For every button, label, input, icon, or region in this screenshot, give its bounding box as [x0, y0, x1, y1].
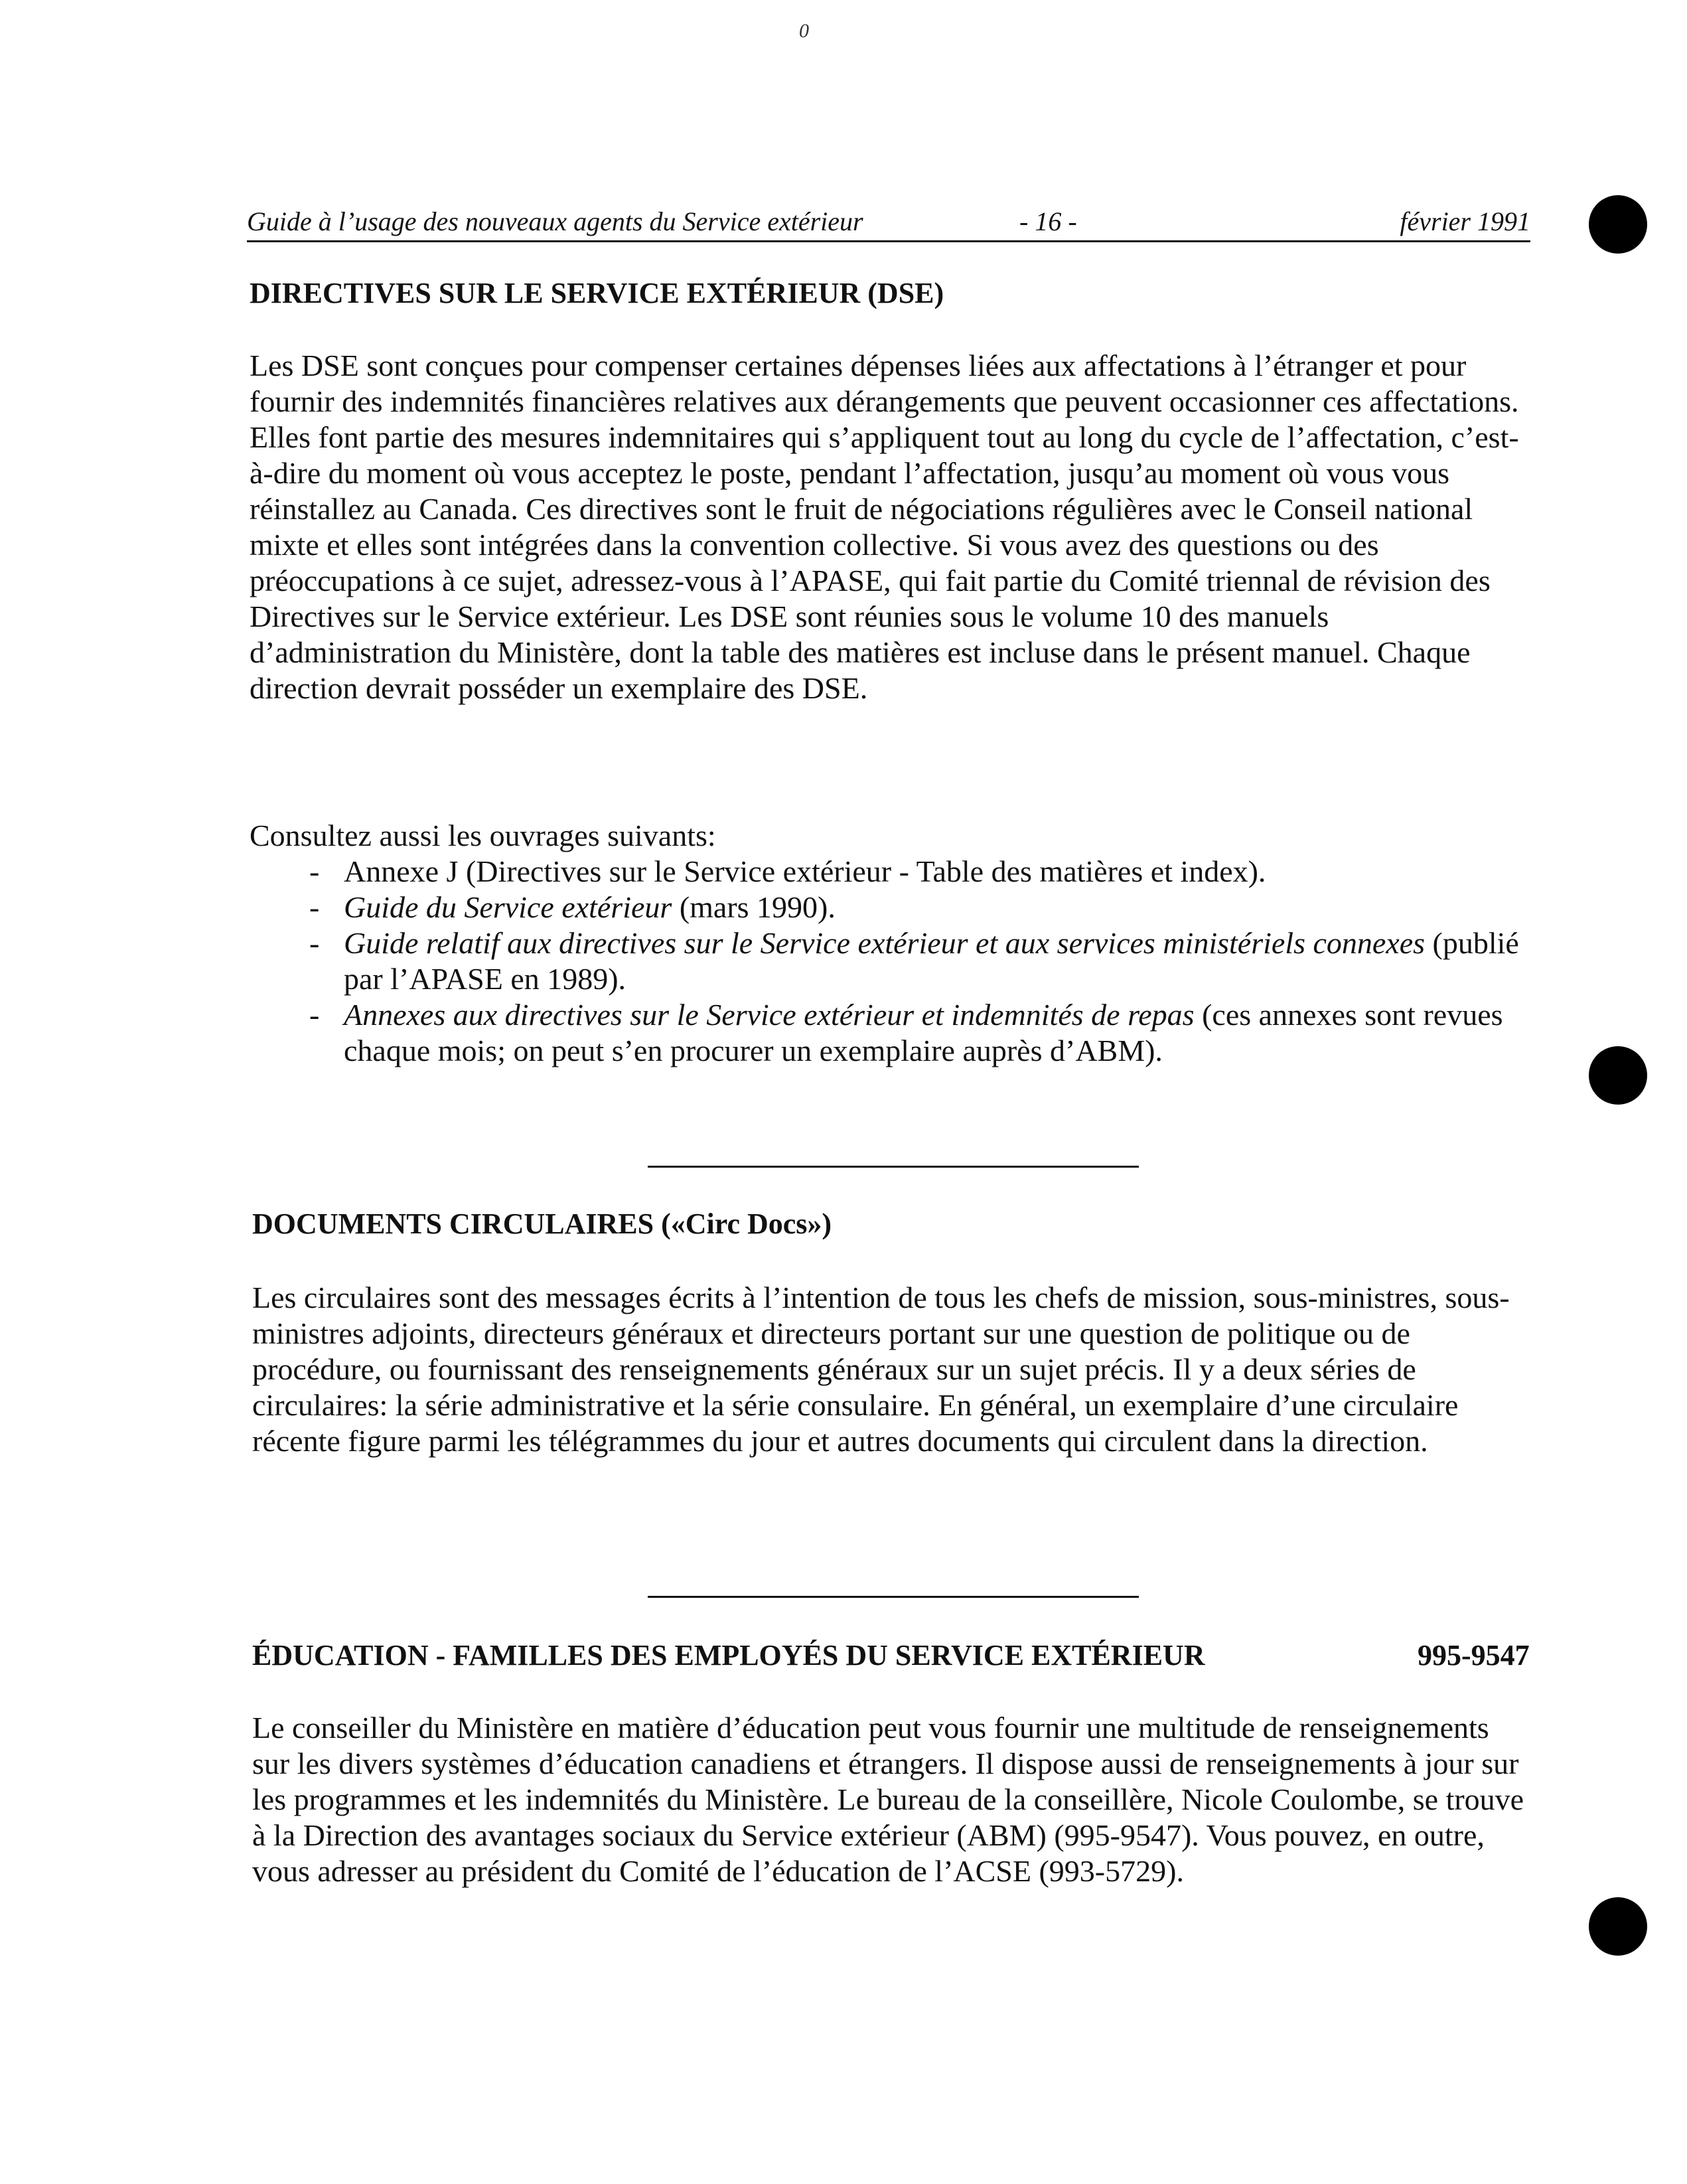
section-divider: [648, 1166, 1139, 1168]
page-mark: 0: [799, 20, 809, 42]
list-item: - Guide relatif aux directives sur le Service extérieur et aux services ministériels connexes (publié par l’APASE en 1989).: [309, 926, 1519, 996]
running-header: [247, 203, 1530, 242]
section-heading-education: ÉDUCATION - FAMILLES DES EMPLOYÉS DU SERVICE EXTÉRIEUR: [252, 1639, 1205, 1672]
section-heading-dse: DIRECTIVES SUR LE SERVICE EXTÉRIEUR (DSE): [250, 277, 944, 309]
header-title: Guide à l’usage des nouveaux agents du Service extérieur: [247, 206, 863, 236]
see-also-label: Consultez aussi les ouvrages suivants:: [250, 819, 716, 852]
see-also-list: [309, 854, 1530, 1069]
header-page-number: - 16 -: [1019, 206, 1077, 236]
list-item: - Annexes aux directives sur le Service extérieur et indemnités de repas (ces annexes sont revues chaque mois; on peut s’en procurer un exemplaire auprès d’ABM).: [309, 998, 1503, 1067]
binder-hole: [1589, 1046, 1647, 1105]
binder-hole: [1589, 195, 1647, 254]
section-body-education: Le conseiller du Ministère en matière d’éducation peut vous fournir une multitude de renseignements sur les divers systèmes d’éducation canadiens et étrangers. Il dispose aussi de renseignements à jour sur les programmes et les indemnités du Ministère. Le bureau de la conseillère, Nicole Coulombe, se trouve à la Direction des avantages sociaux du Service extérieur (ABM) (995-9547). Vous pouvez, en outre, vous adresser au président du Comité de l’éducation de l’ACSE (993-5729).: [252, 1711, 1524, 1888]
section-body-dse: Les DSE sont conçues pour compenser certaines dépenses liées aux affectations à l’étranger et pour fournir des indemnités financières relatives aux dérangements que peuvent occasionner ces affectations. Elles font partie des mesures indemnitaires qui s’appliquent tout au long du cycle de l’affectation, c’est-à-dire du moment où vous acceptez le poste, pendant l’affectation, jusqu’au moment où vous vous réinstallez au Canada. Ces directives sont le fruit de négociations régulières avec le Conseil national mixte et elles sont intégrées dans la convention collective. Si vous avez des questions ou des préoccupations à ce sujet, adressez-vous à l’APASE, qui fait partie du Comité triennal de révision des Directives sur le Service extérieur. Les DSE sont réunies sous le volume 10 des manuels d’administration du Ministère, dont la table des matières est incluse dans le présent manuel. Chaque direction devrait posséder un exemplaire des DSE.: [250, 349, 1519, 705]
education-phone: 995-9547: [1418, 1639, 1530, 1672]
section-body-circ-docs: Les circulaires sont des messages écrits à l’intention de tous les chefs de mission, sous-ministres, sous-ministres adjoints, directeurs généraux et directeurs portant sur une question de politique ou de procédure, ou fournissant des renseignements généraux sur un sujet précis. Il y a deux séries de circulaires: la série administrative et la série consulaire. En général, un exemplaire d’une circulaire récente figure parmi les télégrammes du jour et autres documents qui circulent dans la direction.: [252, 1281, 1510, 1458]
section-heading-circ-docs: DOCUMENTS CIRCULAIRES («Circ Docs»): [252, 1208, 832, 1240]
list-item: - Guide du Service extérieur (mars 1990).: [309, 890, 836, 924]
section-divider: [648, 1596, 1139, 1598]
header-date: février 1991: [1400, 206, 1530, 236]
binder-hole: [1589, 1897, 1647, 1956]
list-item: - Annexe J (Directives sur le Service extérieur - Table des matières et index).: [309, 854, 1266, 888]
